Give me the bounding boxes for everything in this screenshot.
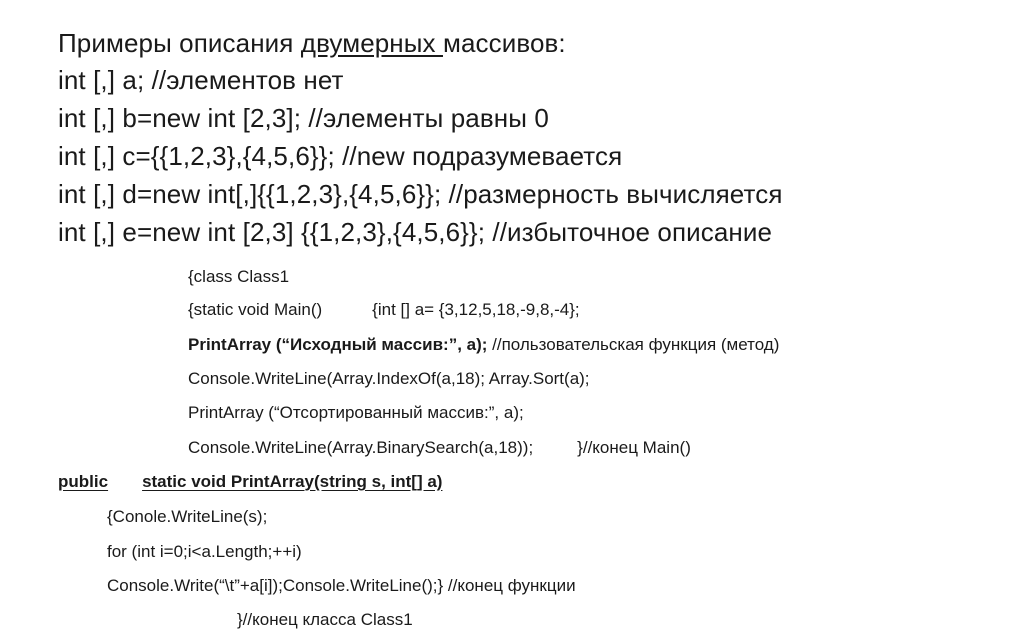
declaration-line: int [,] b=new int [2,3]; //элементы равны 0 [58, 103, 549, 133]
code-line: Console.Write(“\t”+a[i]);Console.WriteLine();} //конец функции [107, 576, 576, 595]
declaration-line: int [,] d=new int[,]{{1,2,3},{4,5,6}}; //размерность вычисляется [58, 179, 783, 209]
heading-prefix: Примеры описания [58, 28, 301, 58]
signature-text: static void PrintArray(string s, int[] a) [142, 472, 443, 491]
slide-heading [58, 28, 566, 58]
code-line: }//конец класса Class1 [237, 610, 413, 629]
code-line: Console.WriteLine(Array.IndexOf(a,18); Array.Sort(a); [188, 369, 590, 388]
code-line-binsearch [188, 437, 691, 459]
code-line: {class Class1 [188, 267, 290, 286]
declaration-line: int [,] e=new int [2,3] {{1,2,3},{4,5,6}}; //избыточное описание [58, 217, 773, 247]
public-keyword: public [58, 472, 109, 491]
code-line-main [188, 299, 580, 321]
main-signature: {static void Main() [188, 300, 323, 319]
heading-suffix: массивов: [442, 28, 566, 58]
code-line: {Conole.WriteLine(s); [107, 507, 268, 526]
method-signature [58, 471, 442, 493]
declaration-line: int [,] c={{1,2,3},{4,5,6}}; //new подразумевается [58, 141, 623, 171]
code-line-print [188, 334, 779, 356]
declaration-line: int [,] a; //элементов нет [58, 65, 344, 95]
heading-underlined: двумерных [300, 28, 443, 58]
code-line: for (int i=0;i<a.Length;++i) [107, 542, 302, 561]
binsearch-call: Console.WriteLine(Array.BinarySearch(a,18)); [188, 438, 534, 457]
array-init: {int [] a= {3,12,5,18,-9,8,-4}; [372, 300, 580, 319]
print-call: PrintArray (“Исходный массив:”, a); [188, 335, 488, 354]
main-end: }//конец Main() [577, 438, 691, 457]
code-line: PrintArray (“Отсортированный массив:”, a); [188, 403, 524, 422]
print-comment: //пользовательская функция (метод) [487, 335, 780, 354]
